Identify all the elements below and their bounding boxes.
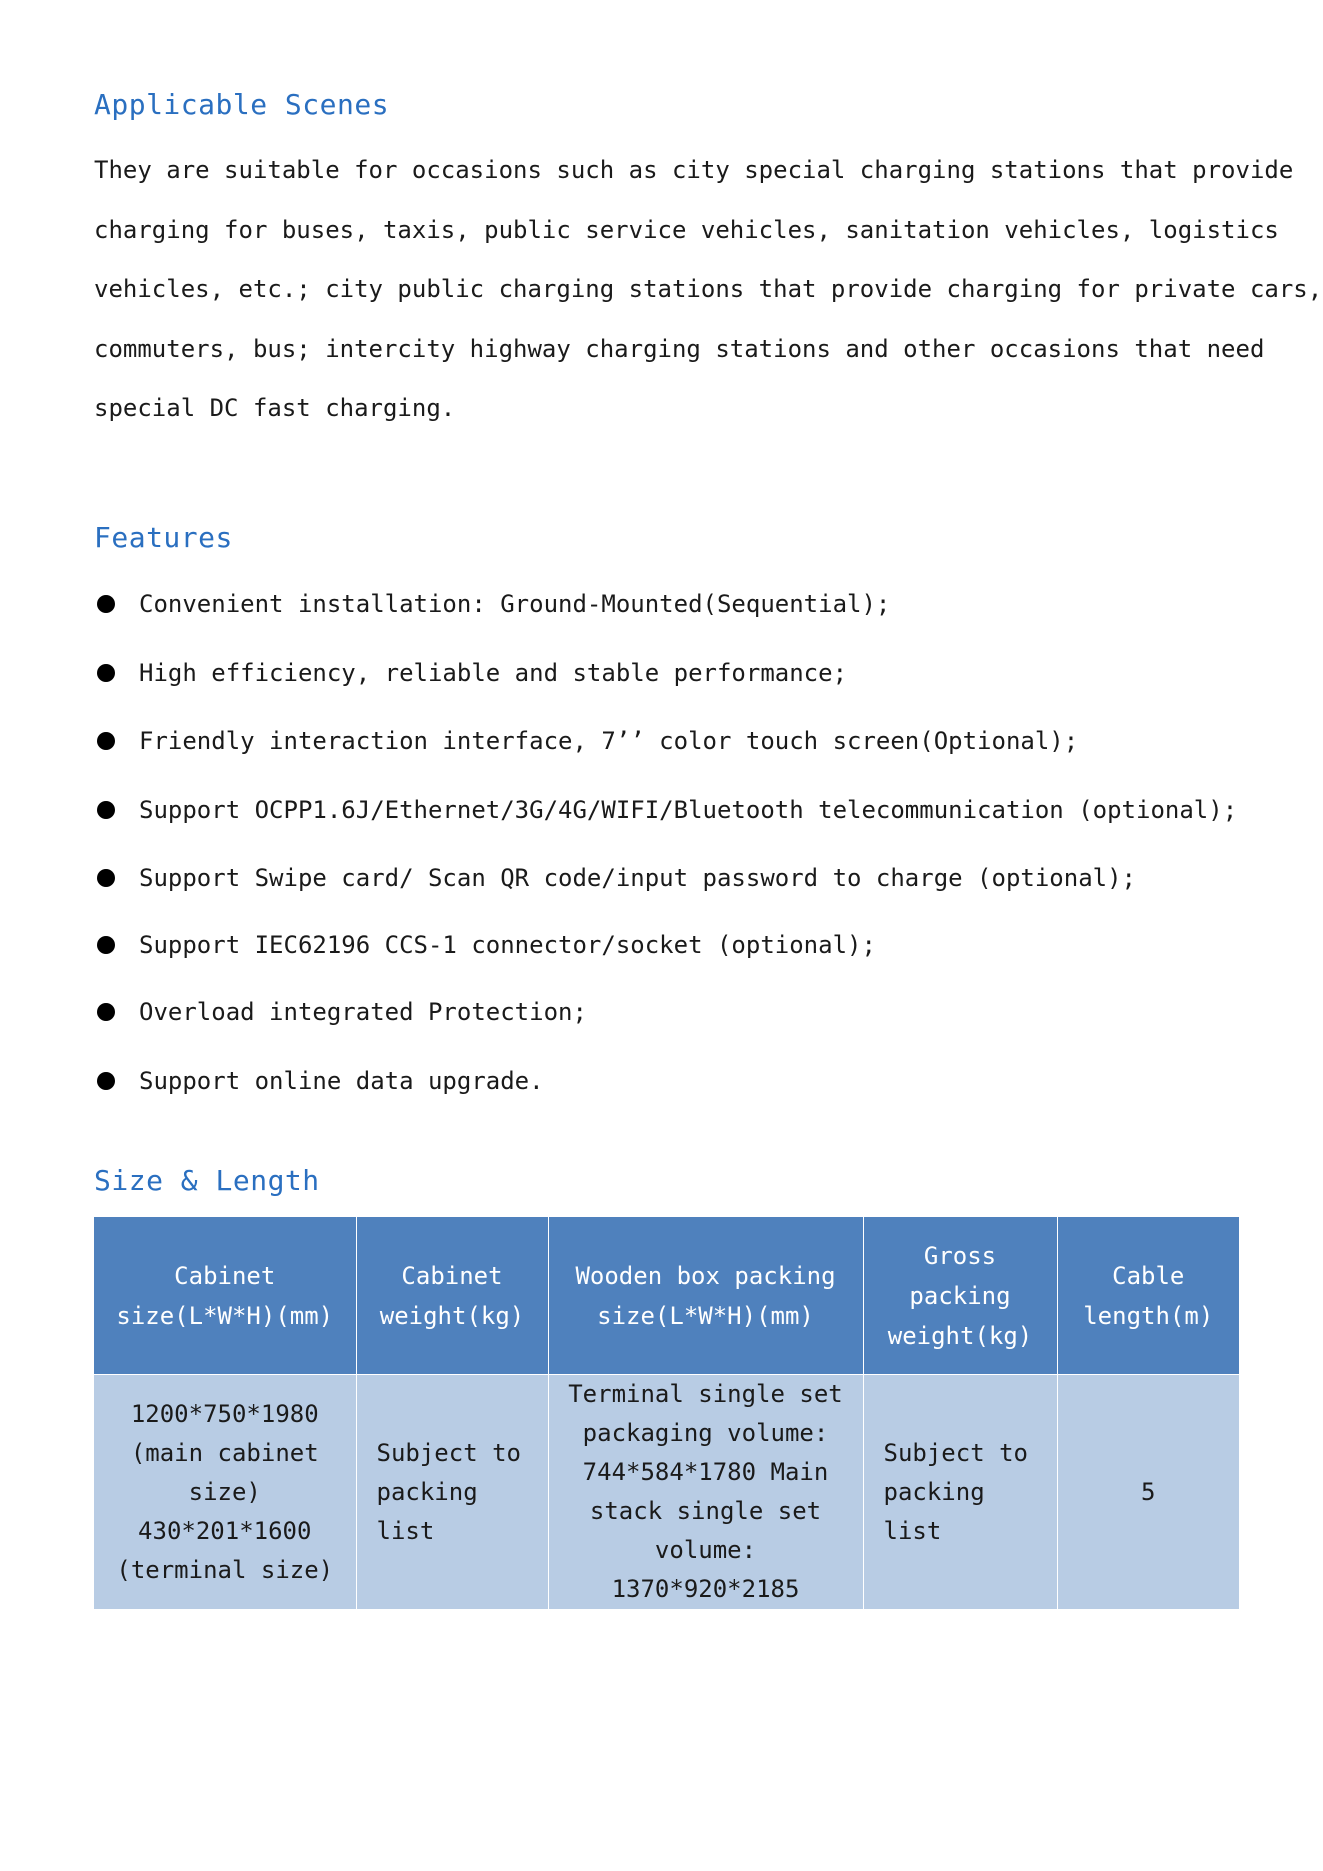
paragraph-line: They are suitable for occasions such as city special charging stations that provide [94, 156, 1294, 184]
section-heading-features: Features [94, 521, 233, 554]
feature-text: Friendly interaction interface, 7’’ color touch screen(Optional); [139, 727, 1079, 755]
feature-text: Support online data upgrade. [139, 1066, 544, 1095]
table-cell: Terminal single set packaging volume: 744*584*1780 Main stack single set volume: 1370*920*2185 [548, 1375, 863, 1610]
table-header-row [94, 1217, 1239, 1375]
table-cell: Subject to packing list [356, 1375, 548, 1610]
bullet-icon [97, 1072, 115, 1090]
feature-item [94, 582, 1239, 651]
table-header-cell: Wooden box packing size(L*W*H)(mm) [548, 1217, 863, 1375]
feature-text: Overload integrated Protection; [139, 998, 587, 1026]
feature-text: Support Swipe card/ Scan QR code/input password to charge (optional); [139, 864, 1136, 892]
table-header-cell: Gross packing weight(kg) [863, 1217, 1057, 1375]
feature-text: High efficiency, reliable and stable performance; [139, 658, 848, 687]
table-cell: 5 [1057, 1375, 1239, 1610]
feature-item [94, 651, 1239, 720]
feature-text: Convenient installation: Ground-Mounted(Sequential); [139, 590, 891, 618]
feature-text: Support IEC62196 CCS-1 connector/socket (optional); [139, 931, 876, 959]
bullet-icon [97, 1003, 115, 1021]
bullet-icon [97, 732, 115, 750]
table-row [94, 1375, 1239, 1610]
paragraph-line: vehicles, etc.; city public charging stations that provide charging for private cars, [94, 275, 1323, 303]
features-list [94, 582, 1239, 1127]
bullet-icon [97, 595, 115, 613]
paragraph-line: special DC fast charging. [94, 394, 456, 422]
paragraph-line: commuters, bus; intercity highway charging stations and other occasions that need [94, 334, 1265, 363]
table-cell: Subject to packing list [863, 1375, 1057, 1610]
feature-text: Support OCPP1.6J/Ethernet/3G/4G/WIFI/Bluetooth telecommunication (optional); [139, 795, 1238, 824]
bullet-icon [97, 936, 115, 954]
feature-item [94, 990, 1239, 1059]
feature-item [94, 923, 1239, 990]
feature-item [94, 856, 1239, 923]
bullet-icon [97, 869, 115, 887]
feature-item [94, 719, 1239, 788]
bullet-icon [97, 801, 115, 819]
bullet-icon [97, 664, 115, 682]
table-header-cell: Cabinet weight(kg) [356, 1217, 548, 1375]
feature-item [94, 788, 1239, 857]
table-header-cell: Cabinet size(L*W*H)(mm) [94, 1217, 356, 1375]
feature-item [94, 1059, 1239, 1128]
section-heading-size-length: Size & Length [94, 1164, 320, 1197]
paragraph-line: charging for buses, taxis, public service vehicles, sanitation vehicles, logistics [94, 215, 1279, 244]
table-header-cell: Cable length(m) [1057, 1217, 1239, 1375]
table-cell: 1200*750*1980 (main cabinet size) 430*201*1600 (terminal size) [94, 1375, 356, 1610]
size-length-table [94, 1217, 1239, 1609]
applicable-scenes-paragraph [94, 146, 1323, 444]
section-heading-applicable-scenes: Applicable Scenes [94, 88, 390, 121]
